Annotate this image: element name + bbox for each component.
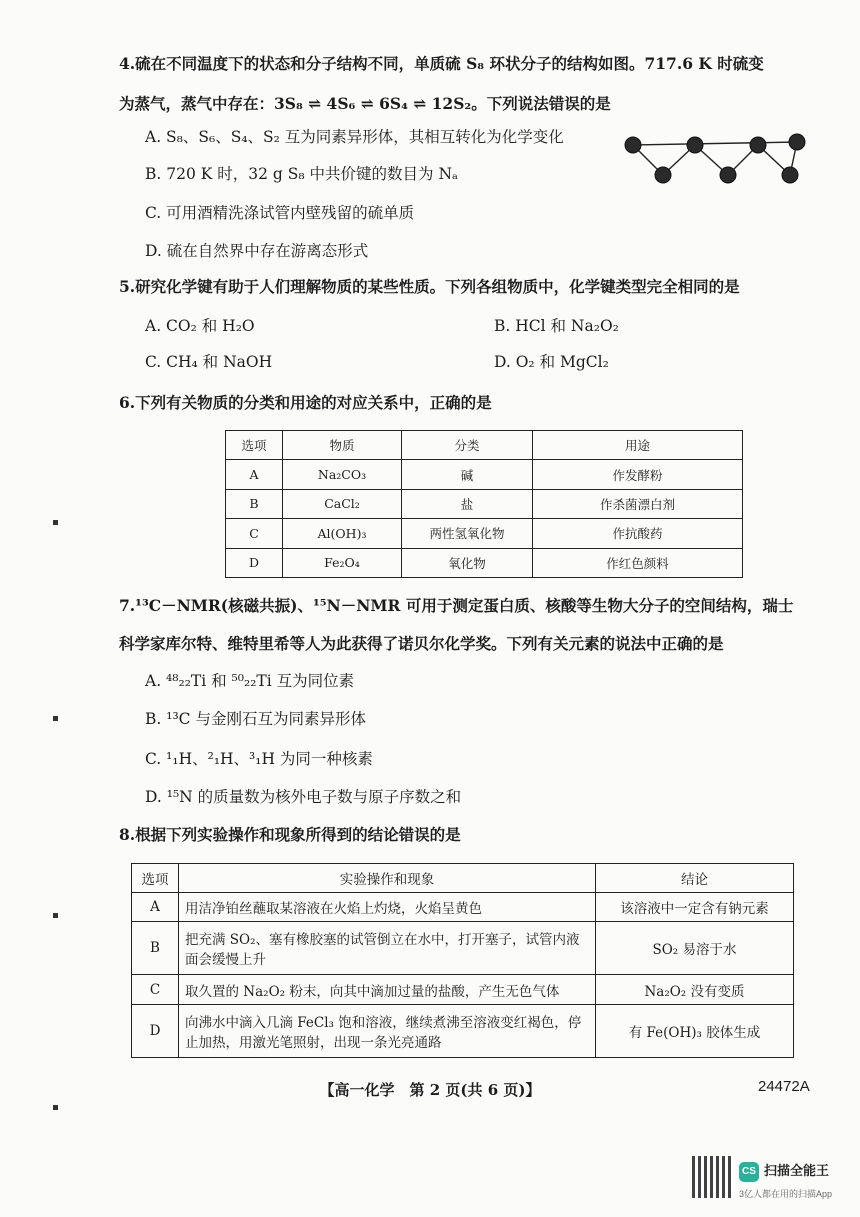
sulfur-atom — [782, 167, 798, 183]
q7-option-c: C. ¹₁H、²₁H、³₁H 为同一种核素 — [145, 750, 373, 768]
q4-option-d: D. 硫在自然界中存在游离态形式 — [145, 242, 369, 260]
table-cell: 取久置的 Na₂O₂ 粉末，向其中滴加过量的盐酸，产生无色气体 — [179, 975, 596, 1004]
table-cell: B — [226, 489, 283, 518]
table-cell: SO₂ 易溶于水 — [596, 922, 794, 975]
q4-stem-line2: 为蒸气，蒸气中存在：3S₈ ⇌ 4S₆ ⇌ 6S₄ ⇌ 12S₂。下列说法错误的是 — [119, 94, 611, 113]
table-cell: 碱 — [402, 460, 533, 489]
table-cell: 作红色颜料 — [533, 548, 743, 577]
table-row — [226, 489, 743, 518]
table-header: 分类 — [402, 431, 533, 460]
table-row — [132, 975, 794, 1004]
q6-table — [225, 430, 743, 578]
margin-mark — [53, 520, 58, 525]
table-header: 用途 — [533, 431, 743, 460]
table-cell: Al(OH)₃ — [283, 519, 402, 548]
table-header: 实验操作和现象 — [179, 864, 596, 893]
q4-option-a: A. S₈、S₆、S₄、S₂ 互为同素异形体，其相互转化为化学变化 — [145, 128, 564, 146]
q7-option-a: A. ⁴⁸₂₂Ti 和 ⁵⁰₂₂Ti 互为同位素 — [145, 672, 355, 690]
margin-mark — [53, 913, 58, 918]
q4-option-b: B. 720 K 时，32 g S₈ 中共价键的数目为 Nₐ — [145, 165, 458, 183]
q6-stem: 6.下列有关物质的分类和用途的对应关系中，正确的是 — [119, 393, 492, 412]
table-header: 结论 — [596, 864, 794, 893]
table-row — [132, 922, 794, 975]
table-cell: 作发酵粉 — [533, 460, 743, 489]
table-cell: 作抗酸药 — [533, 519, 743, 548]
table-header-row — [132, 864, 794, 893]
table-cell: Fe₂O₄ — [283, 548, 402, 577]
table-cell: 该溶液中一定含有钠元素 — [596, 893, 794, 922]
q5-option-a: A. CO₂ 和 H₂O — [145, 317, 255, 335]
sulfur-atom — [750, 137, 766, 153]
table-row — [226, 460, 743, 489]
page-footer: 【高一化学 第 2 页(共 6 页)】 — [319, 1081, 541, 1099]
q5-option-d: D. O₂ 和 MgCl₂ — [494, 353, 609, 371]
table-header: 物质 — [283, 431, 402, 460]
q7-stem-line1: 7.¹³C－NMR(核磁共振)、¹⁵N－NMR 可用于测定蛋白质、核酸等生物大分子的空间结构，瑞士 — [119, 596, 794, 615]
sulfur-atom — [625, 137, 641, 153]
q7-option-b: B. ¹³C 与金刚石互为同素异形体 — [145, 710, 366, 728]
table-header: 选项 — [226, 431, 283, 460]
q7-stem-line2: 科学家库尔特、维特里希等人为此获得了诺贝尔化学奖。下列有关元素的说法中正确的是 — [119, 634, 724, 653]
table-header: 选项 — [132, 864, 179, 893]
sulfur-atom — [687, 137, 703, 153]
q5-option-c: C. CH₄ 和 NaOH — [145, 353, 273, 371]
camscanner-logo-icon: CS — [739, 1162, 759, 1182]
s8-molecule-figure — [615, 128, 815, 190]
paper-code: 24472A — [758, 1078, 810, 1095]
table-cell: D — [226, 548, 283, 577]
scanner-tagline: 3亿人都在用的扫描App — [739, 1189, 833, 1199]
q8-stem: 8.根据下列实验操作和现象所得到的结论错误的是 — [119, 825, 461, 844]
table-cell: 有 Fe(OH)₃ 胶体生成 — [596, 1004, 794, 1057]
qr-code-icon — [692, 1156, 734, 1198]
table-cell: 用洁净铂丝蘸取某溶液在火焰上灼烧，火焰呈黄色 — [179, 893, 596, 922]
table-cell: Na₂CO₃ — [283, 460, 402, 489]
table-cell: C — [226, 519, 283, 548]
q4-option-c: C. 可用酒精洗涤试管内壁残留的硫单质 — [145, 204, 415, 222]
table-cell: B — [132, 922, 179, 975]
table-row — [132, 893, 794, 922]
q5-stem: 5.研究化学键有助于人们理解物质的某些性质。下列各组物质中，化学键类型完全相同的是 — [119, 277, 740, 296]
sulfur-atom — [655, 167, 671, 183]
margin-mark — [53, 716, 58, 721]
table-cell: Na₂O₂ 没有变质 — [596, 975, 794, 1004]
table-cell: D — [132, 1004, 179, 1057]
margin-mark — [53, 1105, 58, 1110]
table-row — [226, 548, 743, 577]
sulfur-atom — [789, 134, 805, 150]
sulfur-atom — [720, 167, 736, 183]
table-cell: 作杀菌漂白剂 — [533, 489, 743, 518]
table-cell: 两性氢氧化物 — [402, 519, 533, 548]
q8-table — [131, 863, 794, 1058]
table-cell: 盐 — [402, 489, 533, 518]
table-header-row — [226, 431, 743, 460]
table-row — [132, 1004, 794, 1057]
table-row — [226, 519, 743, 548]
table-cell: 氧化物 — [402, 548, 533, 577]
q7-option-d: D. ¹⁵N 的质量数为核外电子数与原子序数之和 — [145, 788, 462, 806]
q5-option-b: B. HCl 和 Na₂O₂ — [494, 317, 619, 335]
table-cell: CaCl₂ — [283, 489, 402, 518]
table-cell: A — [132, 893, 179, 922]
table-cell: 向沸水中滴入几滴 FeCl₃ 饱和溶液，继续煮沸至溶液变红褐色，停止加热，用激光笔照射，出现一条光亮通路 — [179, 1004, 596, 1057]
table-cell: C — [132, 975, 179, 1004]
table-cell: 把充满 SO₂、塞有橡胶塞的试管倒立在水中，打开塞子，试管内液面会缓慢上升 — [179, 922, 596, 975]
scanner-brand-name: 扫描全能王 — [764, 1163, 830, 1178]
table-cell: A — [226, 460, 283, 489]
q4-stem-line1: 4.硫在不同温度下的状态和分子结构不同，单质硫 S₈ 环状分子的结构如图。717.6 K 时硫变 — [119, 54, 764, 73]
